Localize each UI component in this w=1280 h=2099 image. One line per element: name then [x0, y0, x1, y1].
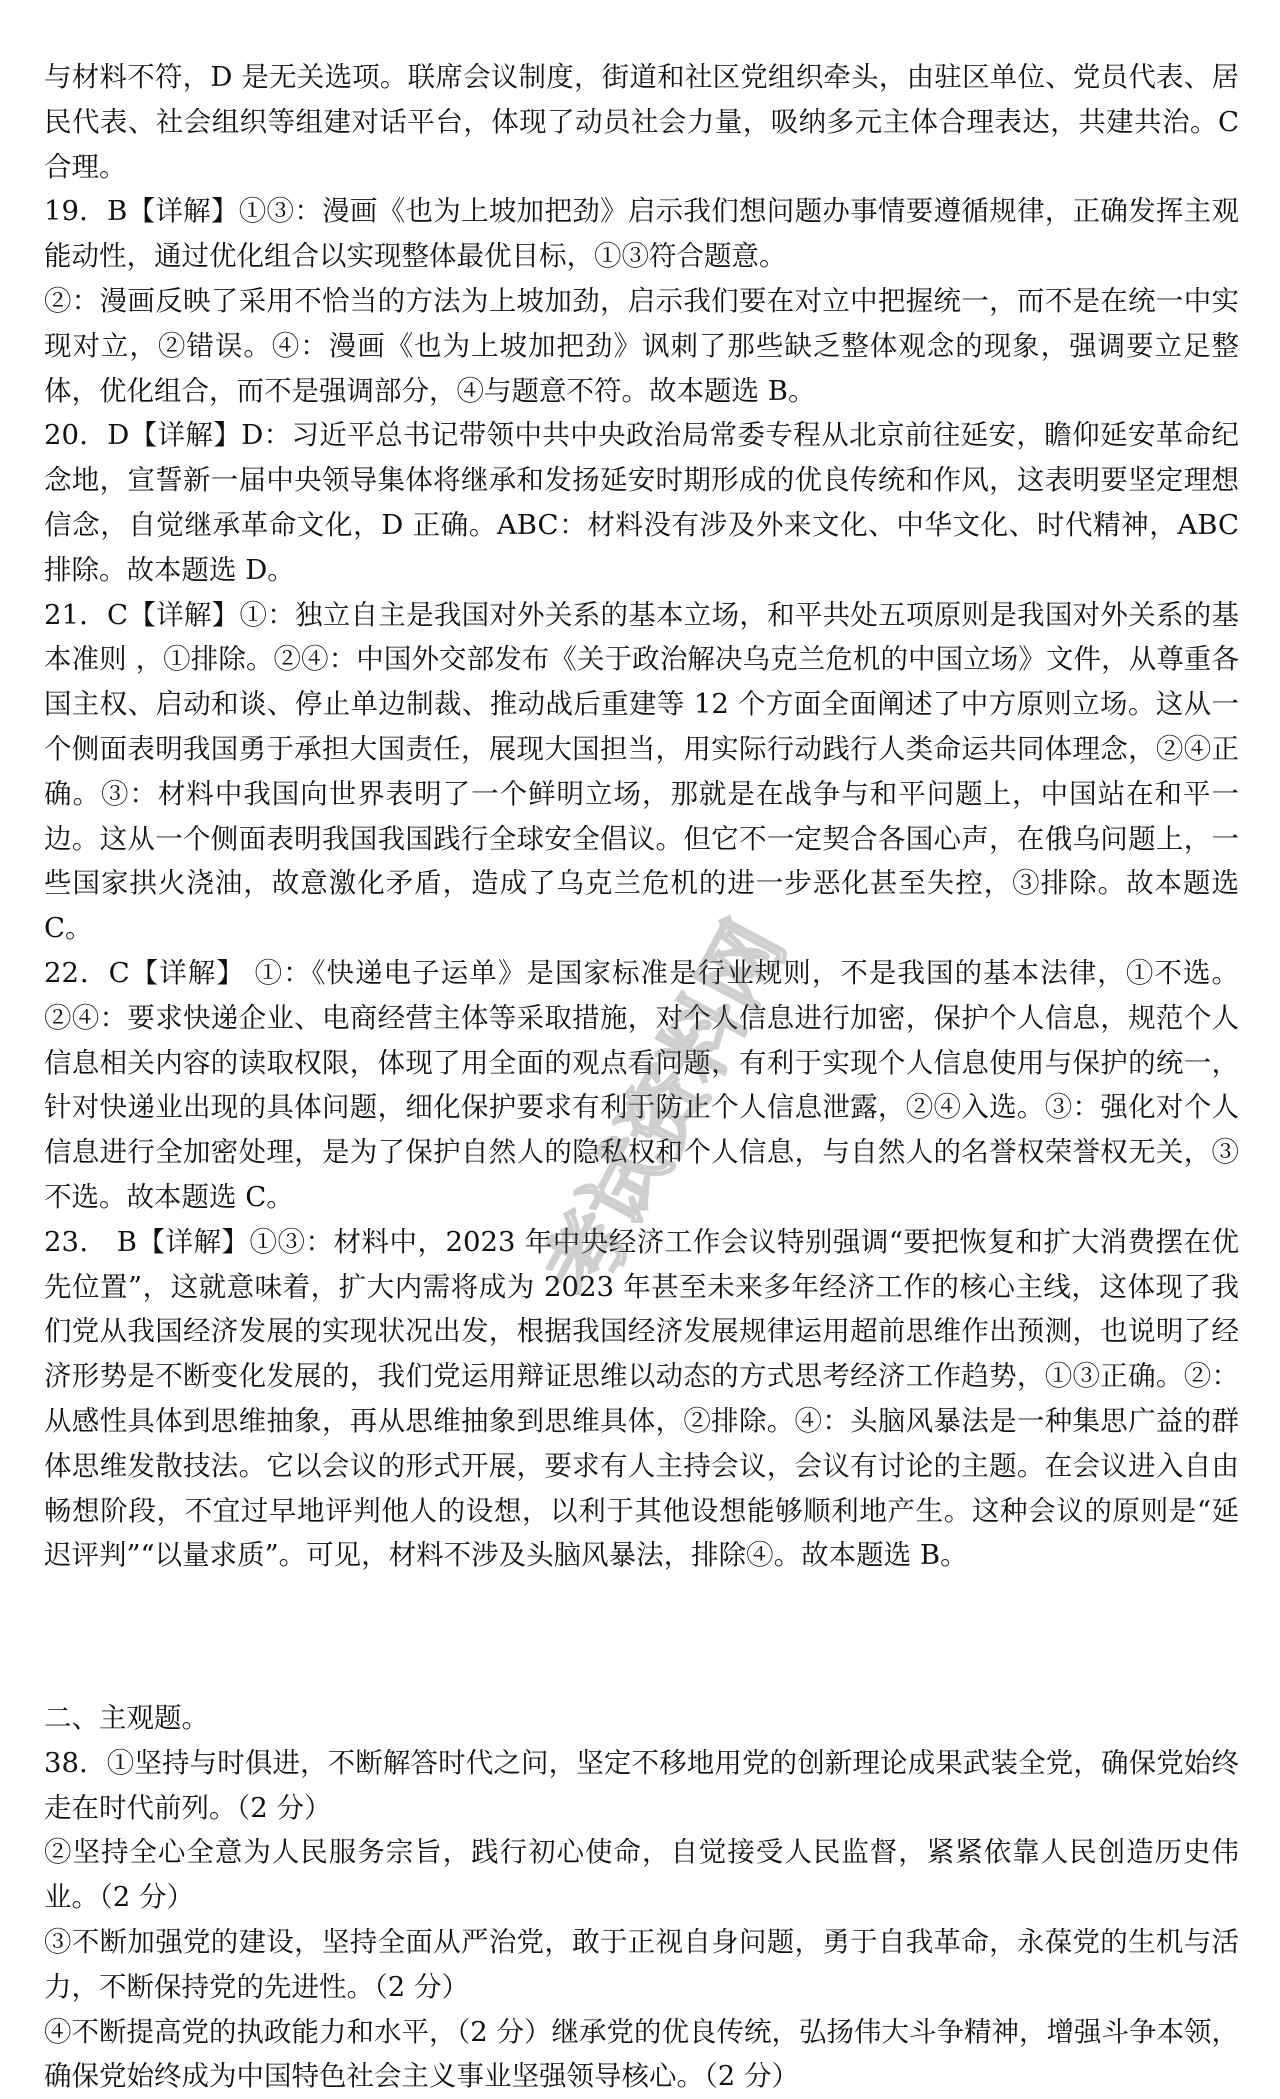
answer-document — [44, 55, 1239, 2099]
answer-38-point-2: ②坚持全心全意为人民服务宗旨，践行初心使命，自觉接受人民监督，紧紧依靠人民创造历史伟业。（2 分） — [44, 1836, 1239, 1914]
answer-38-point-1: 38．①坚持与时俱进，不断解答时代之问，坚定不移地用党的创新理论成果武装全党，确保党始终走在时代前列。（2 分） — [44, 1746, 1239, 1824]
answer-38-point-4: ④不断提高党的执政能力和水平，（2 分）继承党的优良传统，弘扬伟大斗争精神，增强斗争本领，确保党始终成为中国特色社会主义事业坚强领导核心。（2 分） — [44, 2015, 1239, 2093]
paragraph-19: 19．B【详解】①③：漫画《也为上坡加把劲》启示我们想问题办事情要遵循规律，正确发挥主观能动性，通过优化组合以实现整体最优目标，①③符合题意。 — [44, 195, 1239, 273]
answer-38-point-3: ③不断加强党的建设，坚持全面从严治党，敢于正视自身问题，勇于自我革命，永葆党的生机与活力，不断保持党的先进性。（2 分） — [44, 1926, 1239, 2003]
watermark-text: 考试资料网 — [527, 906, 804, 1314]
paragraph-22: 22．C【详解】 ①：《快递电子运单》是国家标准是行业规则，不是我国的基本法律，①不选。②④：要求快递企业、电商经营主体等采取措施，对个人信息进行加密，保护个人信息，规范个人信息相关内容的读取权限，体现了用全面的观点看问题，有利于实现个人信息使用与保护的统一，针对快递业出现的具体问题，细化保护要求有利于防止个人信息泄露，②④入选。③：强化对个人信息进行全加密处理，是为了保护自然人的隐私权和个人信息，与自然人的名誉权荣誉权无关，③不选。故本题选 C。 — [44, 956, 1239, 1213]
paragraph-23: 23． B【详解】①③：材料中，2023 年中央经济工作会议特别强调“要把恢复和扩大消费摆在优先位置”，这就意味着，扩大内需将成为 2023 年甚至未来多年经济工作的核心主线，这体现了我们党从我国经济发展的实现状况出发，根据我国经济发展规律运用超前思维作出预测，也说明了经济形势是不断变化发展的，我们党运用辩证思维以动态的方式思考经济工作趋势，①③正确。②：从感性具体到思维抽象，再从思维抽象到思维具体，②排除。④：头脑风暴法是一种集思广益的群体思维发散技法。它以会议的形式开展，要求有人主持会议，会议有讨论的主题。在会议进入自由畅想阶段，不宜过早地评判他人的设想，以利于其他设想能够顺利地产生。这种会议的原则是“延迟评判”“以量求质”。可见，材料不涉及头脑风暴法，排除④。故本题选 B。 — [44, 1225, 1239, 1572]
paragraph-18-tail: 与材料不符，D 是无关选项。联席会议制度，街道和社区党组织牵头，由驻区单位、党员代表、居民代表、社会组织等组建对话平台，体现了动员社会力量，吸纳多元主体合理表达，共建共治。C 合理。 — [44, 61, 1239, 183]
paragraph-20: 20．D【详解】D：习近平总书记带领中共中央政治局常委专程从北京前往延安，瞻仰延安革命纪念地，宣誓新一届中央领导集体将继承和发扬延安时期形成的优良传统和作风，这表明要坚定理想信念，自觉继承革命文化，D 正确。ABC：材料没有涉及外来文化、中华文化、时代精神，ABC 排除。故本题选 D。 — [44, 419, 1239, 586]
section-heading: 二、主观题。 — [44, 1702, 209, 1735]
paragraph-21: 21．C【详解】①：独立自主是我国对外关系的基本立场，和平共处五项原则是我国对外关系的基本准则 ，①排除。②④：中国外交部发布《关于政治解决乌克兰危机的中国立场》文件，从尊重各国主权、启动和谈、停止单边制裁、推动战后重建等 12 个方面全面阐述了中方原则立场。这从一个侧面表明我国勇于承担大国责任，展现大国担当，用实际行动践行人类命运共同体理念，②④正确。③：材料中我国向世界表明了一个鲜明立场，那就是在战争与和平问题上，中国站在和平一边。这从一个侧面表明我国我国践行全球安全倡议。但它不一定契合各国心声，在俄乌问题上，一些国家拱火浇油，故意激化矛盾，造成了乌克兰危机的进一步恶化甚至失控，③排除。故本题选 C。 — [44, 598, 1239, 945]
section-gap — [44, 1578, 1239, 1696]
paragraph-19-continued: ②：漫画反映了采用不恰当的方法为上坡加劲，启示我们要在对立中把握统一，而不是在统一中实现对立，②错误。④：漫画《也为上坡加把劲》讽刺了那些缺乏整体观念的现象，强调要立足整体，优化组合，而不是强调部分，④与题意不符。故本题选 B。 — [44, 284, 1239, 407]
